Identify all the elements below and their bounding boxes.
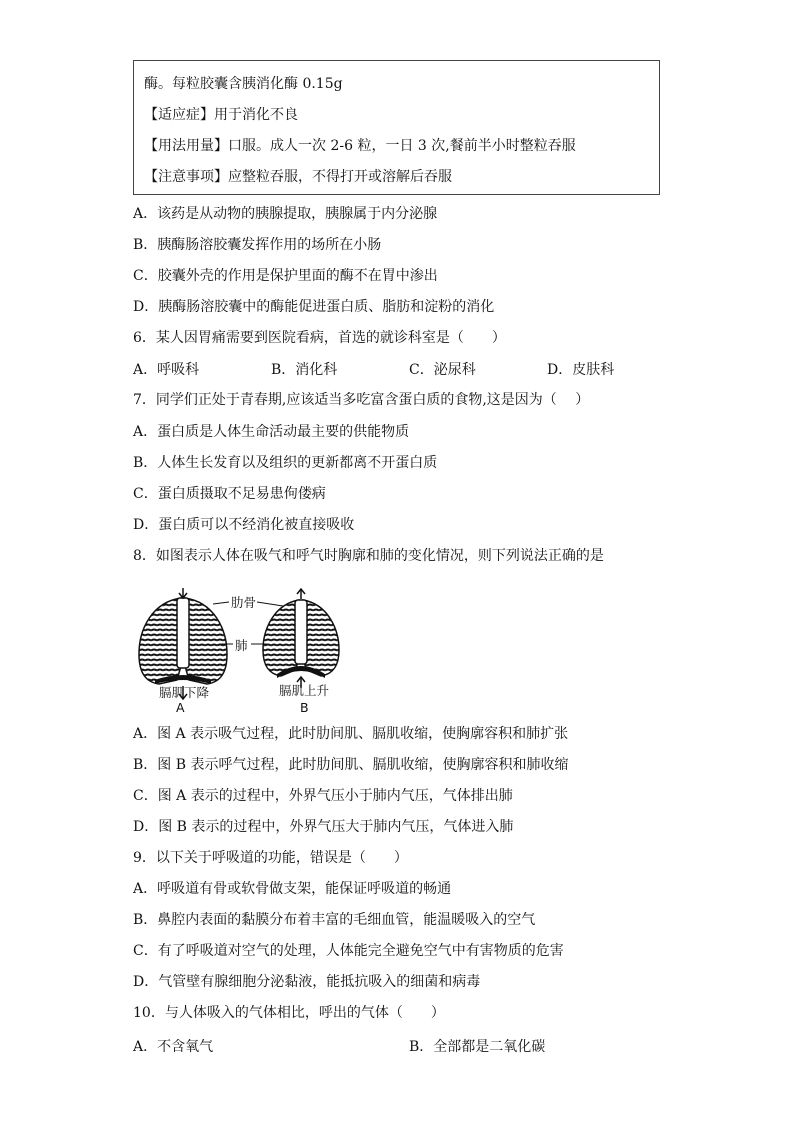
q5-option-d: D．胰酶肠溶胶囊中的酶能促进蛋白质、脂肪和淀粉的消化 <box>133 299 495 315</box>
rib-leader-a <box>213 602 229 604</box>
q8-stem: 8．如图表示人体在吸气和呼气时胸廓和肺的变化情况，则下列说法正确的是 <box>133 548 604 564</box>
q7-option-b: B．人体生长发育以及组织的更新都离不开蛋白质 <box>133 455 438 471</box>
caption-b: 膈肌上升 <box>279 683 330 698</box>
rib-leader-b <box>257 602 283 606</box>
q9-option-c: C．有了呼吸道对空气的处理，人体能完全避免空气中有害物质的危害 <box>133 943 564 959</box>
q7-option-c: C．蛋白质摄取不足易患佝偻病 <box>133 486 326 502</box>
q8-option-a: A．图 A 表示吸气过程，此时肋间肌、膈肌收缩，使胸廓容积和肺扩张 <box>133 726 569 742</box>
q7-option-d: D．蛋白质可以不经消化被直接吸收 <box>133 517 355 533</box>
drug-info-line: 酶。每粒胶囊含胰消化酶 0.15g <box>144 76 343 92</box>
q8-option-b: B．图 B 表示呼气过程，此时肋间肌、膈肌收缩，使胸廓容积和肺收缩 <box>133 757 569 773</box>
q7-option-a: A．蛋白质是人体生命活动最主要的供能物质 <box>133 424 410 440</box>
ribcage-b <box>263 589 339 688</box>
q6-option-d: D．皮肤科 <box>547 362 615 378</box>
label-lung: 肺 <box>235 638 248 653</box>
q9-option-d: D．气管壁有腺细胞分泌黏液，能抵抗吸入的细菌和病毒 <box>133 974 481 990</box>
q10-stem: 10．与人体吸入的气体相比，呼出的气体（ ） <box>133 1005 445 1021</box>
q9-option-b: B．鼻腔内表面的黏膜分布着丰富的毛细血管，能温暖吸入的空气 <box>133 912 536 928</box>
figure-label-a: A <box>176 700 185 715</box>
drug-indication: 【适应症】用于消化不良 <box>144 107 298 123</box>
q8-option-d: D．图 B 表示的过程中，外界气压大于肺内气压，气体进入肺 <box>133 819 514 835</box>
figure-label-b: B <box>300 700 309 715</box>
q10-option-b: B．全部都是二氧化碳 <box>409 1039 546 1055</box>
q6-stem: 6．某人因胃痛需要到医院看病，首选的就诊科室是（ ） <box>133 330 506 346</box>
drug-dosage: 【用法用量】口服。成人一次 2-6 粒，一日 3 次,餐前半小时整粒吞服 <box>144 138 576 154</box>
q7-stem: 7．同学们正处于青春期,应该适当多吃富含蛋白质的食物,这是因为（ ） <box>133 392 590 408</box>
caption-a: 膈肌下降 <box>159 685 210 700</box>
q10-options-row <box>133 1038 653 1056</box>
q9-option-a: A．呼吸道有骨或软骨做支架，能保证呼吸道的畅通 <box>133 881 452 897</box>
drug-info-box <box>133 60 660 195</box>
q5-option-b: B．胰酶肠溶胶囊发挥作用的场所在小肠 <box>133 237 382 253</box>
label-rib: 肋骨 <box>231 595 257 610</box>
drug-precautions: 【注意事项】应整粒吞服，不得打开或溶解后吞服 <box>144 169 452 185</box>
breathing-diagram <box>133 588 393 716</box>
q6-options-row <box>133 361 653 379</box>
q5-option-c: C．胶囊外壳的作用是保护里面的酶不在胃中渗出 <box>133 268 438 284</box>
q9-stem: 9．以下关于呼吸道的功能，错误是（ ） <box>133 850 408 866</box>
q8-option-c: C．图 A 表示的过程中，外界气压小于肺内气压，气体排出肺 <box>133 788 513 804</box>
q6-option-b: B．消化科 <box>271 362 338 378</box>
q6-option-c: C．泌尿科 <box>409 362 476 378</box>
q5-option-a: A．该药是从动物的胰腺提取，胰腺属于内分泌腺 <box>133 206 438 222</box>
q10-option-a: A．不含氧气 <box>133 1039 214 1055</box>
q6-option-a: A．呼吸科 <box>133 362 200 378</box>
